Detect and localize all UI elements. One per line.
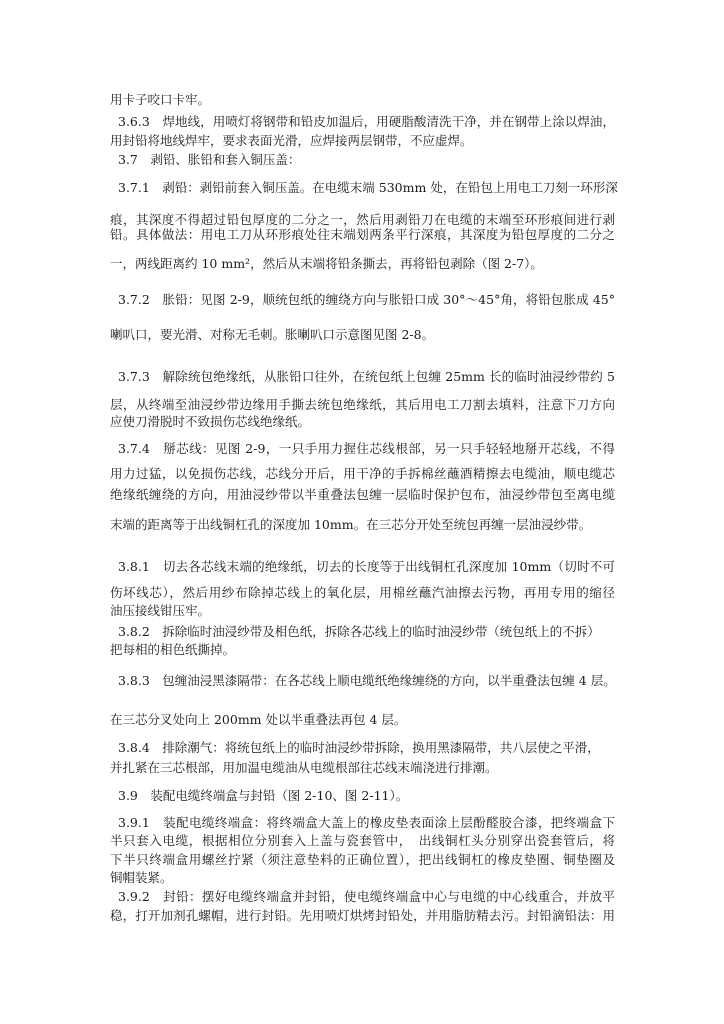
text-line: 伤坏线芯），然后用纱布除掉芯线上的氧化层，用棉丝蘸汽油擦去污物，再用专用的缩径 <box>110 585 615 600</box>
section-heading: 3.7 剥铅、胀铅和套入铜压盖： <box>118 152 301 167</box>
text-line: 3.8.4 排除潮气：将统包纸上的临时油浸纱带拆除，换用黑漆隔带，共八层使之平滑， <box>118 740 600 755</box>
text-line: 在三芯分叉处向上 200mm 处以半重叠法再包 4 层。 <box>110 712 407 727</box>
text-line: 下半只终端盒用螺丝拧紧（须注意垫料的正确位置），把出线铜杠的橡皮垫圈、铜垫圈及 <box>110 852 615 867</box>
text-line: 一，两线距离约 10 mm²，然后从末端将铅条撕去，再将铅包剥除（图 2-7）。 <box>110 256 543 271</box>
text-line: 3.9.1 装配电缆终端盒：将终端盒大盖上的橡皮垫表面涂上层酚醛胶合漆，把终端盒下 <box>118 815 615 830</box>
text-line: 痕，其深度不得超过铅包厚度的二分之一，然后用剥铅刀在电缆的末端至环形痕间进行剥 <box>110 212 615 227</box>
text-line: 用卡子咬口卡牢。 <box>110 92 211 107</box>
text-line: 层，从终端至油浸纱带边缘用手撕去统包绝缘纸，其后用电工刀割去填料，注意下刀方向 <box>110 397 615 412</box>
text-line: 稳，打开加剂孔螺帽，进行封铅。先用喷灯烘烤封铅处，并用脂肪精去污。封铅滴铅法：用 <box>110 908 615 923</box>
text-line: 半只套入电缆，根据相位分别套入上盖与瓷套管中， 出线铜杠头分别穿出瓷套管后，将 <box>110 833 615 848</box>
text-line: 绝缘纸缠绕的方向，用油浸纱带以半重叠法包缠一层临时保护包布，油浸纱带包至离电缆 <box>110 487 615 502</box>
text-line: 油压接线钳压牢。 <box>110 603 211 618</box>
text-line: 3.7.2 胀铅：见图 2-9，顺统包纸的缠绕方向与胀铅口成 30°～45°角，将铅包胀成 45° <box>118 292 615 307</box>
text-line: 3.8.2 拆除临时油浸纱带及相色纸，拆除各芯线上的临时油浸纱带（统包纸上的不拆） <box>118 624 600 639</box>
section-heading: 3.9 装配电缆终端盒与封铅（图 2-10、图 2-11）。 <box>118 788 409 803</box>
text-line: 3.8.1 切去各芯线末端的绝缘纸，切去的长度等于出线铜杠孔深度加 10mm（切时不可 <box>118 559 615 574</box>
text-line: 3.8.3 包缠油浸黑漆隔带：在各芯线上顺电缆纸绝缘缠绕的方向，以半重叠法包缠 4 层。 <box>118 673 616 688</box>
text-line: 3.7.1 剥铅：剥铅前套入铜压盖。在电缆末端 530mm 处，在铅包上用电工刀刻一环形深 <box>118 180 618 195</box>
text-line: 3.9.2 封铅：摆好电缆终端盒并封铅，使电缆终端盒中心与电缆的中心线重合，并放平 <box>118 889 615 904</box>
text-line: 并扎紧在三芯根部，用加温电缆油从电缆根部往芯线末端浇进行排潮。 <box>110 760 498 775</box>
text-line: 3.7.4 掰芯线：见图 2-9，一只手用力握住芯线根部，另一只手轻轻地掰开芯线，不得 <box>118 441 615 456</box>
text-line: 喇叭口，要光滑、对称无毛刺。胀喇叭口示意图见图 2-8。 <box>110 327 435 342</box>
text-line: 应使刀滑脱时不致损伤芯线绝缘纸。 <box>110 414 311 429</box>
text-line: 用封铅将地线焊牢，要求表面光滑，应焊接两层钢带，不应虚焊。 <box>110 133 473 148</box>
text-line: 铅。具体做法：用电工刀从环形痕处往末端划两条平行深痕，其深度为铅包厚度的二分之 <box>110 227 615 242</box>
text-line: 把每相的相色纸撕掉。 <box>110 642 236 657</box>
text-line: 铜帽装紧。 <box>110 870 173 885</box>
text-line: 末端的距离等于出线铜杠孔的深度加 10mm。在三芯分开处至统包再缠一层油浸纱带。 <box>110 517 592 532</box>
text-line: 3.7.3 解除统包绝缘纸，从胀铅口往外，在统包纸上包缠 25mm 长的临时油浸纱带约 5 <box>118 369 615 384</box>
text-line: 3.6.3 焊地线，用喷灯将钢带和铅皮加温后，用硬脂酸清洗干净，并在钢带上涂以焊油， <box>118 114 615 129</box>
text-line: 用力过猛，以免损伤芯线，芯线分开后，用干净的手拆棉丝蘸酒精擦去电缆油，顺电缆芯 <box>110 466 615 481</box>
